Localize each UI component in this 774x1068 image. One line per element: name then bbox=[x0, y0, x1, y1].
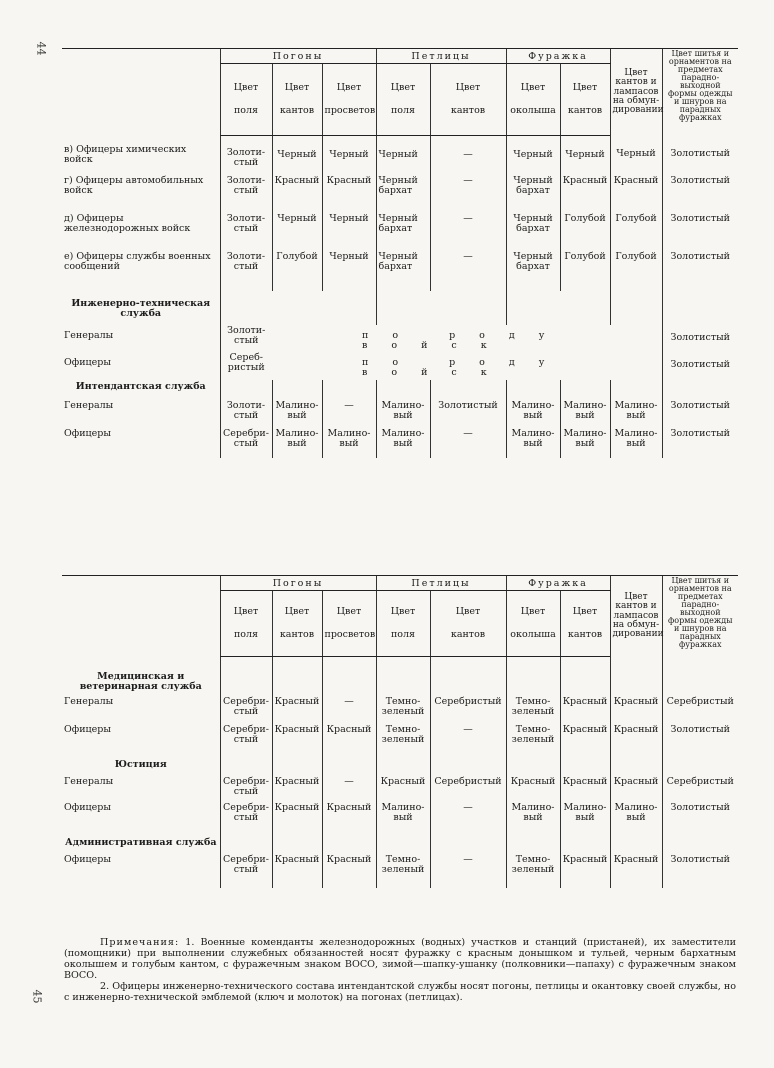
cell: Черный bbox=[322, 213, 376, 251]
cell: Малино-вый bbox=[610, 428, 662, 458]
cell: — bbox=[430, 251, 506, 291]
cell: Красный bbox=[560, 776, 610, 802]
cell: Золотистый bbox=[662, 325, 738, 352]
h-kantov: кантов bbox=[567, 105, 603, 117]
header-furazhka: Фуражка bbox=[506, 576, 610, 591]
cell: Голубой bbox=[610, 251, 662, 291]
row-label: е) Офицеры службы военных сообщений bbox=[64, 251, 211, 273]
cell: Малино-вый bbox=[506, 802, 560, 834]
cell: Серебристый bbox=[430, 776, 506, 802]
cell: Малино-вый bbox=[506, 400, 560, 428]
cell: Золотистый bbox=[662, 251, 738, 291]
cell: Сереб-ристый bbox=[220, 352, 272, 380]
cell: — bbox=[430, 854, 506, 888]
header-pogony: Погоны bbox=[220, 576, 376, 591]
cell: Голубой bbox=[560, 251, 610, 291]
cell: Малино-вый bbox=[560, 802, 610, 834]
h-kantov: кантов bbox=[450, 629, 486, 641]
note-1 bbox=[64, 937, 736, 981]
cell: Малино-вый bbox=[376, 802, 430, 834]
cell: Темно-зеленый bbox=[376, 724, 430, 754]
cell: Черный bbox=[506, 135, 560, 175]
h-kantov: кантов bbox=[450, 105, 486, 117]
cell: Золоти-стый bbox=[220, 400, 272, 428]
cell: Темно-зеленый bbox=[506, 724, 560, 754]
h-tsvet: Цвет bbox=[336, 81, 362, 93]
cell: Серебри-стый bbox=[220, 776, 272, 802]
row-label: Офицеры bbox=[64, 357, 111, 369]
cell: Красный bbox=[506, 776, 560, 802]
cell: — bbox=[322, 696, 376, 724]
cell: Малино-вый bbox=[610, 400, 662, 428]
cell: Золоти-стый bbox=[220, 251, 272, 291]
cell: Красный bbox=[560, 724, 610, 754]
row-label: д) Офицеры железнодорожных войск bbox=[64, 213, 191, 235]
cell: Черный бархат bbox=[506, 213, 560, 251]
cell: Золотистый bbox=[662, 175, 738, 213]
cell: — bbox=[322, 776, 376, 802]
section-title-just: Юстиция bbox=[114, 759, 167, 771]
h-tsvet: Цвет bbox=[520, 81, 546, 93]
cell: — bbox=[430, 724, 506, 754]
cell: Золотистый bbox=[430, 400, 506, 428]
cell: Красный bbox=[322, 175, 376, 213]
h-polya: поля bbox=[233, 105, 259, 117]
header-pogony: Погоны bbox=[220, 49, 376, 64]
cell: Малино-вый bbox=[272, 400, 322, 428]
h-polya: поля bbox=[233, 629, 259, 641]
header-furazhka: Фуражка bbox=[506, 49, 610, 64]
h-kantov: кантов bbox=[567, 629, 603, 641]
cell: Красный bbox=[272, 776, 322, 802]
cell: Красный bbox=[610, 696, 662, 724]
cell: Малино-вый bbox=[506, 428, 560, 458]
cell: Малино-вый bbox=[560, 428, 610, 458]
h-prosvetov: просветов bbox=[324, 105, 376, 117]
h-prosvetov: просветов bbox=[324, 629, 376, 641]
cell: Серебри-стый bbox=[220, 724, 272, 754]
cell: Малино-вый bbox=[610, 802, 662, 834]
cell: Золотистый bbox=[662, 135, 738, 175]
cell: Красный bbox=[272, 724, 322, 754]
row-label: Офицеры bbox=[64, 802, 111, 814]
cell: Малино-вый bbox=[376, 400, 430, 428]
cell: Красный bbox=[322, 854, 376, 888]
note-2: 2. Офицеры инженерно-технического состава интендантской службы носят погоны, петлицы и окантовку своей службы, но с инженерно-технической эмблемой (ключ и молоток) на погонах (петлицах). bbox=[64, 981, 736, 1004]
cell: — bbox=[430, 135, 506, 175]
section-title-adm: Административная служба bbox=[65, 837, 217, 849]
cell: Золоти-стый bbox=[220, 135, 272, 175]
cell: Золотистый bbox=[662, 352, 738, 380]
h-tsvet: Цвет bbox=[233, 81, 259, 93]
row-label: г) Офицеры автомобильных войск bbox=[64, 175, 204, 197]
cell: Красный bbox=[560, 854, 610, 888]
h-tsvet: Цвет bbox=[455, 81, 481, 93]
cell: Красный bbox=[610, 175, 662, 213]
cell: — bbox=[430, 175, 506, 213]
cell: Малино-вый bbox=[322, 428, 376, 458]
header-shitye: Цвет шитья и орнаментов на предметах парадно-выходной формы одежды и шнуров на парадных фуражках bbox=[662, 49, 738, 136]
cell: Малино-вый bbox=[376, 428, 430, 458]
uniform-colors-table-1 bbox=[62, 48, 738, 458]
notes-title: Примечания: bbox=[100, 937, 180, 948]
cell: Серебристый bbox=[430, 696, 506, 724]
cell: Золотистый bbox=[662, 724, 738, 754]
cell: Золотистый bbox=[662, 213, 738, 251]
cell: — bbox=[430, 213, 506, 251]
cell: Черный bbox=[560, 135, 610, 175]
cell: Голубой bbox=[272, 251, 322, 291]
row-label: Офицеры bbox=[64, 724, 111, 736]
cell: — bbox=[430, 428, 506, 458]
cell: Черный бархат bbox=[376, 175, 430, 213]
cell: Красный bbox=[272, 696, 322, 724]
cell: Черный бархат bbox=[506, 175, 560, 213]
cell: Серебри-стый bbox=[220, 802, 272, 834]
cell: Красный bbox=[560, 696, 610, 724]
row-label: в) Офицеры химических войск bbox=[64, 144, 187, 166]
cell: Серебристый bbox=[662, 776, 738, 802]
cell: — bbox=[322, 400, 376, 428]
cell: Малино-вый bbox=[272, 428, 322, 458]
cell: Темно-зеленый bbox=[376, 696, 430, 724]
row-label: Генералы bbox=[64, 696, 114, 708]
cell: Серебри-стый bbox=[220, 696, 272, 724]
h-okolysha: околыша bbox=[510, 629, 556, 641]
h-tsvet: Цвет bbox=[520, 605, 546, 617]
cell: Черный bbox=[322, 251, 376, 291]
h-polya: поля bbox=[390, 105, 416, 117]
cell: Черный bbox=[322, 135, 376, 175]
cell: Серебри-стый bbox=[220, 428, 272, 458]
cell: Красный bbox=[322, 724, 376, 754]
cell: Голубой bbox=[610, 213, 662, 251]
cell: Темно-зеленый bbox=[506, 696, 560, 724]
section-title-int: Интендантская служба bbox=[75, 381, 206, 393]
section-title-eng: Инженерно-техническая служба bbox=[71, 298, 211, 320]
header-shitye: Цвет шитья и орнаментов на предметах парадно-выходной формы одежды и шнуров на парадных фуражках bbox=[662, 576, 738, 657]
cell: Красный bbox=[376, 776, 430, 802]
cell: Черный бархат bbox=[376, 213, 430, 251]
cell: Красный bbox=[610, 776, 662, 802]
cell: Красный bbox=[322, 802, 376, 834]
cell: Красный bbox=[272, 854, 322, 888]
cell: Красный bbox=[560, 175, 610, 213]
cell: Золотистый bbox=[662, 802, 738, 834]
cell: Голубой bbox=[560, 213, 610, 251]
cell: Черный bbox=[272, 213, 322, 251]
row-label: Генералы bbox=[64, 776, 114, 788]
header-kanty-lampasy: Цвет кантов и лампасов на обмун-дировании bbox=[610, 49, 662, 136]
cell: Золотистый bbox=[662, 428, 738, 458]
h-tsvet: Цвет bbox=[336, 605, 362, 617]
cell: Малино-вый bbox=[560, 400, 610, 428]
cell: Золоти-стый bbox=[220, 325, 272, 352]
h-kantov: кантов bbox=[279, 629, 315, 641]
h-tsvet: Цвет bbox=[455, 605, 481, 617]
cell: Золоти-стый bbox=[220, 213, 272, 251]
cell: Серебри-стый bbox=[220, 854, 272, 888]
span-po-rodu-voysk: по роду войск bbox=[362, 357, 569, 379]
h-tsvet: Цвет bbox=[390, 81, 416, 93]
cell: Черный бархат bbox=[376, 251, 430, 291]
cell: Красный bbox=[610, 854, 662, 888]
h-tsvet: Цвет bbox=[390, 605, 416, 617]
header-petlitsy: Петлицы bbox=[376, 576, 506, 591]
h-tsvet: Цвет bbox=[284, 605, 310, 617]
cell: Золоти-стый bbox=[220, 175, 272, 213]
h-kantov: кантов bbox=[279, 105, 315, 117]
row-label: Офицеры bbox=[64, 428, 111, 440]
cell: — bbox=[430, 802, 506, 834]
row-label: Офицеры bbox=[64, 854, 111, 866]
cell: Красный bbox=[272, 175, 322, 213]
cell: Черный bbox=[272, 135, 322, 175]
h-tsvet: Цвет bbox=[572, 605, 598, 617]
notes-block bbox=[64, 937, 736, 1003]
section-title-med: Медицинская и ветеринарная служба bbox=[79, 671, 202, 693]
cell: Красный bbox=[272, 802, 322, 834]
cell: Черный бархат bbox=[506, 251, 560, 291]
h-tsvet: Цвет bbox=[284, 81, 310, 93]
header-kanty-lampasy: Цвет кантов и лампасов на обмун-дировании bbox=[610, 576, 662, 657]
cell: Темно-зеленый bbox=[376, 854, 430, 888]
h-tsvet: Цвет bbox=[233, 605, 259, 617]
note-1-text: 1. Военные коменданты железнодорожных (водных) участков и станций (пристаней), их заместители (помощники) при выполнении служебных обязанностей носят фуражку с красным донышком и тульей, черным бархатным околышем и голубым кантом, с фуражечным знаком ВОСО, зимой—шапку-ушанку (полковники—папаху) с фуражечным знаком ВОСО. bbox=[64, 937, 736, 982]
cell: Черный bbox=[376, 135, 430, 175]
uniform-colors-table-2 bbox=[62, 575, 738, 888]
h-tsvet: Цвет bbox=[572, 81, 598, 93]
span-po-rodu-voysk: по роду войск bbox=[362, 330, 569, 352]
row-label: Генералы bbox=[64, 330, 114, 342]
cell: Черный bbox=[610, 135, 662, 175]
cell: Серебристый bbox=[662, 696, 738, 724]
h-okolysha: околыша bbox=[510, 105, 556, 117]
row-label: Генералы bbox=[64, 400, 114, 412]
cell: Золотистый bbox=[662, 854, 738, 888]
page-number-bottom: 45 bbox=[30, 989, 44, 1004]
cell: Красный bbox=[610, 724, 662, 754]
h-polya: поля bbox=[390, 629, 416, 641]
page-number-top: 44 bbox=[34, 41, 48, 56]
header-petlitsy: Петлицы bbox=[376, 49, 506, 64]
cell: Золотистый bbox=[662, 400, 738, 428]
cell: Темно-зеленый bbox=[506, 854, 560, 888]
